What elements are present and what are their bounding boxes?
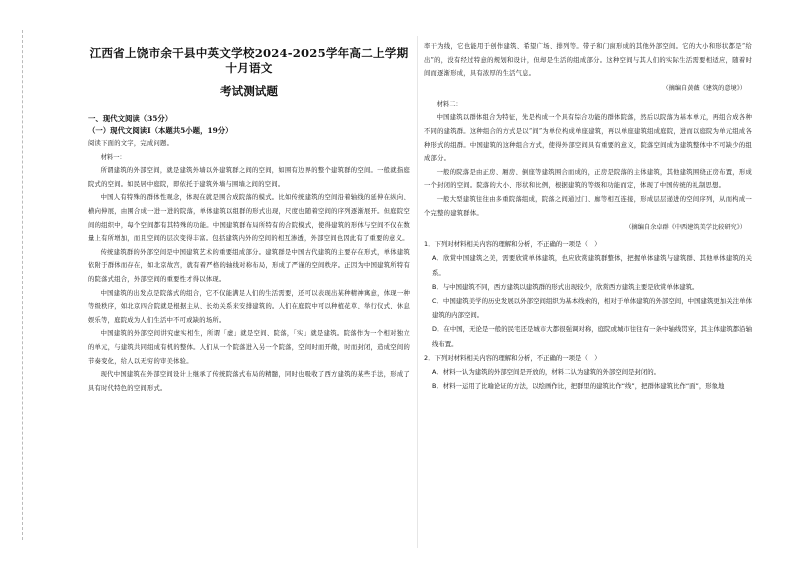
paragraph: 一般的院落是由正房、厢房、倒座等建筑围合而成的，正房是院落的主体建筑，其他建筑围绕正房布置，形成一个封闭的空间。院落的大小、形状和比例，根据建筑的等级和功能而定，体现了中国传统的礼制思想。 bbox=[424, 168, 752, 190]
question-1-option-b: B．与中国建筑不同，西方建筑以建筑群的形式出现较少，欣赏西方建筑主要是欣赏单体建筑。 bbox=[432, 282, 699, 291]
subsection-heading: （一）现代文阅读Ⅰ（本题共5小题，19分） bbox=[88, 126, 233, 135]
paragraph: 中国人有特殊的群体性观念，体现在就是围合成院落的模式。比如传统建筑的空间沿着轴线的延伸在纵向、横向伸展，由围合成一进一进的院落，单体建筑以组群的形式出现，尺度也随着空间的序列逐渐展开。但庭院空间的组织中，每个空间都有其特殊的功能。中国建筑群布局所特有的合院模式，使得建筑的形体与空间不仅在数量上有所增加，而且空间的层次变得丰富。包括建筑内外的空间的相互渗透，外部空间也因此有了重要的意义。 bbox=[88, 194, 410, 243]
exam-title-line1: 江西省上饶市余干县中英文学校2024-2025学年高二上学期十月语文 bbox=[89, 46, 409, 75]
paragraph-continued: 率干为线，它也能用于创作建筑、希望广场、排列等。带子和门窗形成的其他外部空间。它的大小和形状都是“给出”的，没有经过特意的规划和设计，但却是生活的组成部分。这种空间与其人们的实际生活需要相适应，随着时间而逐渐形成，具有浓厚的生活气息。 bbox=[424, 43, 752, 78]
paragraph: 中国建筑的出发点是院落式的组合，它不仅能满足人们的生活需要，还可以表现出某种精神寓意，体现一种等级秩序，如北京四合院就是根据主从、长幼关系来安排建筑的。人们在庭院中可以种植花草、举行仪式、休息娱乐等，庭院成为人们生活中不可或缺的场所。 bbox=[88, 289, 410, 324]
paragraph: 中国建筑的外部空间讲究虚实相生，所谓「虚」就是空间、院落，「实」就是建筑。院落作为一个相对独立的单元，与建筑共同组成有机的整体。人们从一个院落进入另一个院落，空间时而开敞，时而封闭，造成空间的节奏变化，给人以无穷的审美体验。 bbox=[88, 330, 410, 365]
section-heading: 一、现代文阅读（35分） bbox=[88, 114, 173, 123]
question-2-option-b: B．材料一运用了比喻论证的方法，以绘画作比，把群里的建筑比作“线”，把群体建筑比作“面”，形象地 bbox=[432, 382, 725, 391]
material1-label: 材料一： bbox=[100, 153, 126, 161]
paragraph: 所谓建筑的外部空间，就是建筑外墙以外建筑群之间的空间，如围有边界的整个建筑群的空间。一般就指庭院式的空间。如民居中庭院，即依托于建筑外墙与围墙之间的空间。 bbox=[88, 167, 410, 188]
question-1: 1．下列对材料相关内容的理解和分析，不正确的一项是（ ） bbox=[424, 240, 601, 249]
question-2-option-a: A．材料一认为建筑的外部空间是开放的，材料二认为建筑的外部空间是封闭的。 bbox=[432, 367, 661, 376]
left-column bbox=[88, 40, 410, 395]
question-1-option-d: D．在中国，无论是一般的民宅还是城市大都很强调对称，庭院或城市往往有一条中轴线贯穿，其主体建筑都沿轴线布置。 bbox=[432, 325, 752, 348]
binding-line bbox=[22, 30, 23, 540]
paragraph: 传统建筑群的外部空间是中国建筑艺术的重要组成部分。建筑群是中国古代建筑的主要存在形式，单体建筑依附于群体而存在，如北京故宫，就有着严格的轴线对称布局，形成了严谨的空间秩序。正因为中国建筑所特有的院落式组合，外部空间的重要性才得以体现。 bbox=[88, 248, 410, 283]
question-1-option-c: C．中国建筑美学的历史发展以外部空间组织为基本线索的，相对于单体建筑的外部空间，中国建筑更加关注单体建筑的内部空间。 bbox=[432, 296, 752, 320]
question-2: 2．下列对材料相关内容的理解和分析，不正确的一项是（ ） bbox=[424, 353, 601, 362]
right-column bbox=[424, 40, 752, 393]
paragraph: 一般大型建筑往往由多重院落组成，院落之间通过门、廊等相互连接，形成层层递进的空间序列，从而构成一个完整的建筑群体。 bbox=[424, 195, 752, 217]
material2-label: 材料二： bbox=[436, 100, 462, 108]
source-citation-1: （摘编自黄薇《建筑的意境》） bbox=[662, 84, 746, 92]
exam-title-line2: 考试测试题 bbox=[220, 84, 278, 98]
question-1-option-a: A．欣赏中国建筑之美，需要欣赏单体建筑，也应欣赏建筑群整体，把握单体建筑与建筑群、其他单体建筑的关系。 bbox=[432, 254, 752, 277]
instruction-text: 阅读下面的文字，完成问题。 bbox=[88, 140, 174, 147]
paragraph: 现代中国建筑在外部空间设计上继承了传统院落式布局的精髓，同时也吸收了西方建筑的某些手法，形成了具有时代特色的空间形式。 bbox=[88, 371, 410, 392]
source-citation-2: （摘编自余卓群《中西建筑美学比较研究》） bbox=[625, 224, 746, 232]
paragraph: 中国建筑以群体组合为特征，先是构成一个具有综合功能的群体院落，然后以院落为基本单元，再组合成各种不同的建筑群。这种组合的方式是以“间”为单位构成单座建筑，再以单座建筑组成庭院，进而以庭院为单元组成各种形式的组群。中国建筑的这种组合方式，使得外部空间具有重要的意义，院落空间成为建筑整体中不可缺少的组成部分。 bbox=[424, 114, 752, 163]
column-divider bbox=[417, 36, 418, 548]
